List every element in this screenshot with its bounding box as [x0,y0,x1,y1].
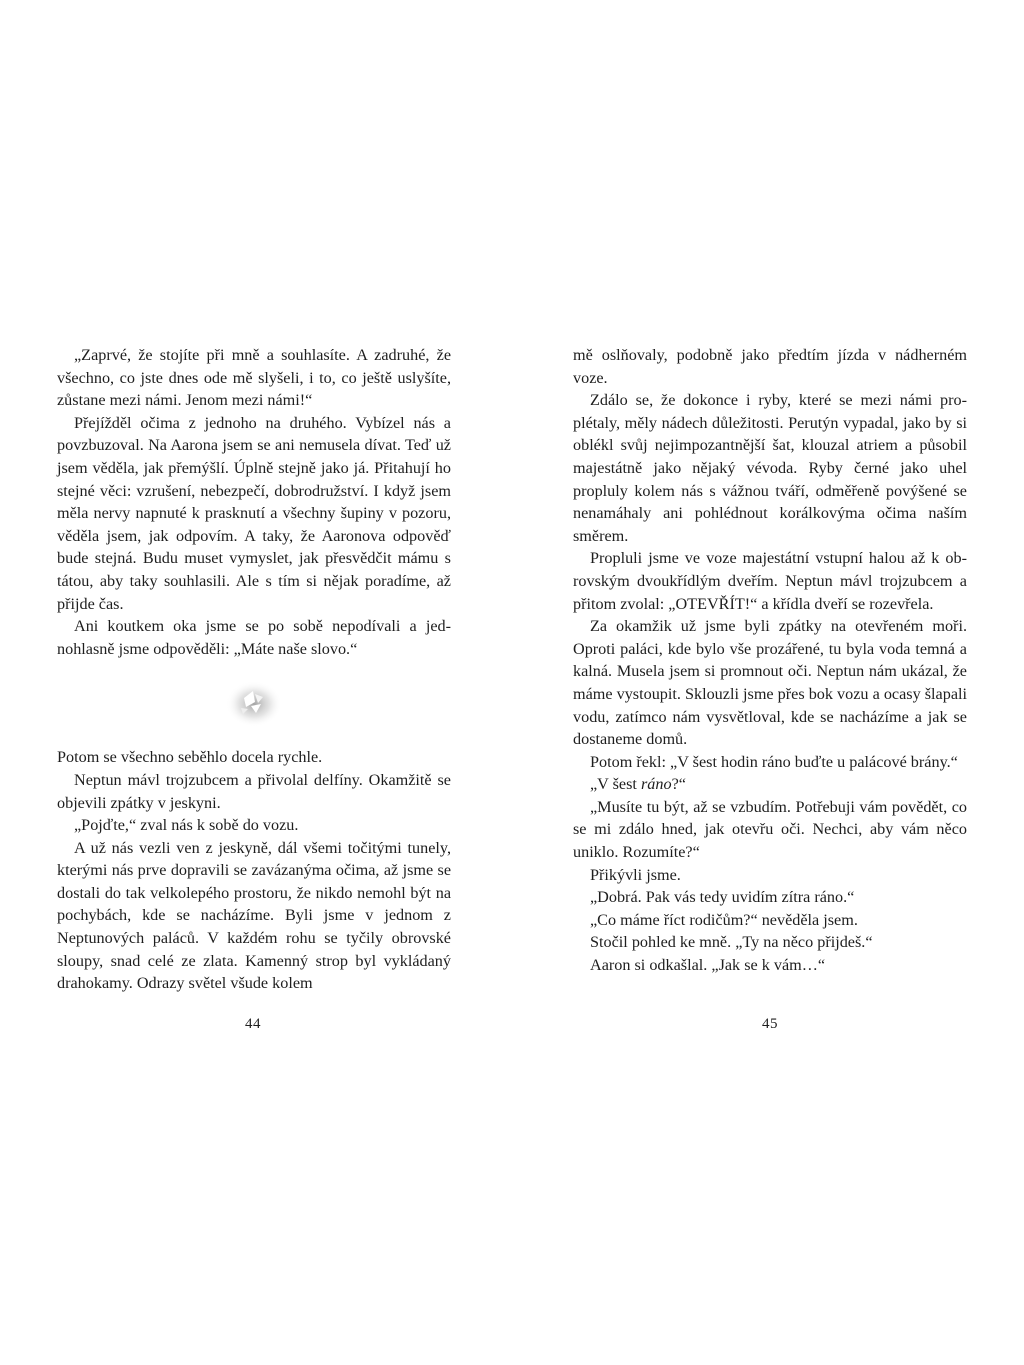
paragraph: Za okamžik už jsme byli zpátky na otevřeném moři. Oproti paláci, kde bylo vše prozářené, tu byla voda temná a kalná. Musela jsem si promnout oči. Neptun nám ukázal, že máme vystoupit. Sklouzli jsme přes bok vozu a ocasy šlapali vodu, zatímco nám vysvětloval, kde se nacházíme a jak se dostaneme domů. [573,617,967,749]
paragraph: Přikývli jsme. [590,865,681,884]
paragraph: „Dobrá. Pak vás tedy uvidím zítra ráno.“ [590,888,855,907]
page-number-right: 45 [762,1016,778,1032]
dialogue-text: ?“ [671,775,686,794]
paragraph: „Co máme říct rodičům?“ nevěděla jsem. [590,910,858,929]
paragraph: „Pojďte,“ zval nás k sobě do vozu. [74,816,299,835]
paragraph [573,773,967,796]
paragraph: Potom řekl: „V šest hodin ráno buďte u palácové brány.“ [590,752,958,771]
paragraph: „Musíte tu být, až se vzbudím. Potřebuji vám povědět, co se mi zdálo hned, jak otevřu oči. Nechci, aby vám něco uniklo. Rozumíte?“ [573,797,967,862]
emphasis-text: ráno [640,775,672,794]
paragraph: Ani koutkem oka jsme se po sobě nepodívali a jednohlasně jsme odpověděli: „Máte naše slovo.“ [57,617,451,658]
paragraph: mě oslňovaly, podobně jako předtím jízda v nádherném voze. [573,346,967,387]
right-page [573,344,967,977]
page-number-left: 44 [245,1016,261,1032]
paragraph: „Zaprvé, že stojíte při mně a souhlasíte. A zadruhé, že všechno, co jste dnes ode mě slyšeli, i to, co ještě uslyšíte, zůstane mezi námi. Jenom mezi námi!“ [57,346,451,410]
left-page [57,344,451,995]
paragraph: Zdálo se, že dokonce i ryby, které se mezi námi proplétaly, měly nádech důležitosti. Perutýn vypadal, jako by si oblékl svůj nejimpozantnější šat, klouzal atriem a působil majestátně jako nějaký vévoda. Ryby černé jako uhel propluly kolem nás s vážnou tváří, odměřeně povýšené se nenamáhaly ani pohlédnout korálkovýma očima naším směrem. [573,391,967,545]
paragraph: Stočil pohled ke mně. „Ty na něco přijdeš.“ [590,933,873,952]
paragraph: Potom se všechno seběhlo docela rychle. [57,748,323,767]
paragraph: Aaron si odkašlal. „Jak se k vám…“ [590,956,826,975]
paragraph: Přejížděl očima z jednoho na druhého. Vybízel nás a povzbuzoval. Na Aarona jsem se ani nemusela dívat. Teď už jsem věděla, jak přemýšlí. Úplně stejně jako já. Přitahují ho stejné věci: vzrušení, nebezpečí, dobrodružství. I když jsem měla nervy napnuté k prasknutí a všechny šupiny v pozoru, věděla jsem, jak odpovím. A taky, že Aaronova odpověď bude stejná. Budu muset vymyslet, jak přesvědčit mámu s tátou, aby taky souhlasili. Ale s tím si nějak poradíme, až přijde čas. [57,413,451,613]
dialogue-text: „V šest [590,775,641,794]
crystal-shard-ornament-icon [224,678,284,728]
paragraph: Neptun mávl trojzubcem a přivolal delfíny. Okamžitě se objevili zpátky v jeskyni. [57,770,451,812]
section-break [57,660,451,746]
paragraph: A už nás vezli ven z jeskyně, dál všemi točitými tunely, kterými nás prve dopravili se zavázanýma očima, až jsme se dostali do tak velkolepého prostoru, že nikdo nemohl být na pochybách, kde se nacházíme. Byli jsme v jednom z Neptunových paláců. V každém rohu se tyčily obrovské sloupy, snad celé ze zlata. Kamenný strop byl vykládaný drahokamy. Odrazy světel všude kolem [57,838,451,993]
paragraph: Propluli jsme ve voze majestátní vstupní halou až k obrovským dvoukřídlým dveřím. Neptun mávl trojzubcem a přitom zvolal: „OTEVŘÍT!“ a křídla dveří se rozevřela. [573,549,967,613]
